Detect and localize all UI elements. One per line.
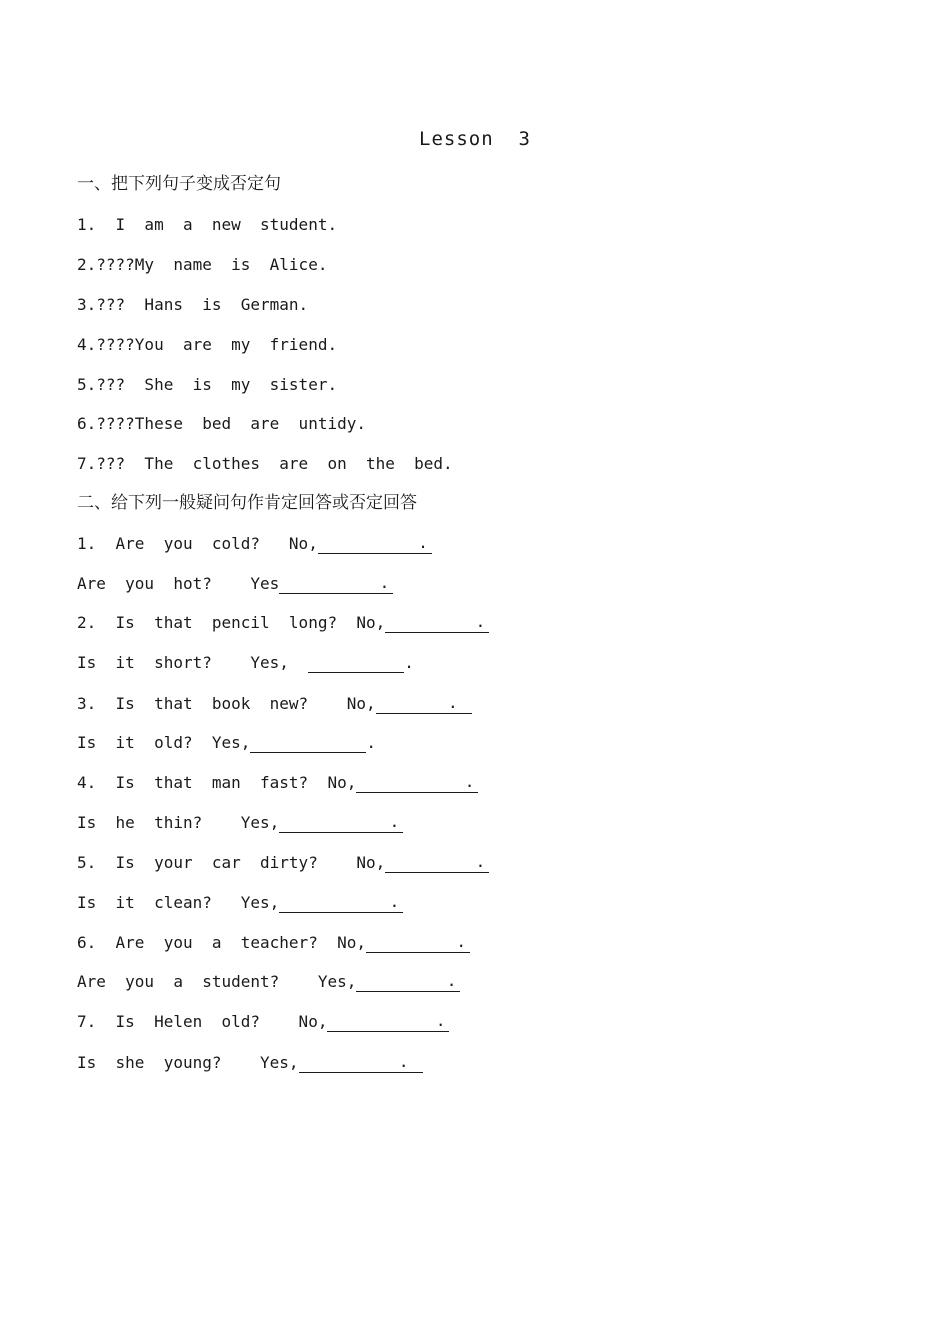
blank-period: . bbox=[389, 892, 400, 911]
answer-blank[interactable] bbox=[376, 695, 472, 714]
answer-blank[interactable] bbox=[279, 894, 403, 913]
page-title: Lesson 3 bbox=[419, 128, 531, 150]
question-text: 1. Are you cold? No, bbox=[77, 534, 318, 553]
blank-period: . bbox=[389, 812, 400, 831]
answer-blank[interactable] bbox=[356, 973, 460, 992]
question-7a bbox=[77, 1012, 449, 1032]
blank-period: . bbox=[404, 653, 414, 672]
question-6a bbox=[77, 933, 470, 953]
answer-blank[interactable] bbox=[356, 774, 478, 793]
question-text: 6. Are you a teacher? No, bbox=[77, 933, 366, 952]
answer-blank[interactable] bbox=[318, 535, 432, 554]
question-text: Are you hot? Yes bbox=[77, 574, 280, 593]
question-1a bbox=[77, 534, 432, 554]
answer-blank[interactable] bbox=[299, 1054, 423, 1073]
question-2b bbox=[77, 653, 414, 673]
blank-period: . bbox=[447, 693, 458, 712]
question-3a bbox=[77, 694, 472, 714]
question-4a bbox=[77, 773, 478, 793]
question-text: 5. Is your car dirty? No, bbox=[77, 853, 386, 872]
blank-period: . bbox=[446, 971, 457, 990]
question-text: Is it old? Yes, bbox=[77, 733, 251, 752]
sentence-3: 3.??? Hans is German. bbox=[77, 295, 309, 314]
sentence-5: 5.??? She is my sister. bbox=[77, 375, 338, 394]
question-text: 3. Is that book new? No, bbox=[77, 694, 376, 713]
blank-period: . bbox=[379, 573, 390, 592]
question-5b bbox=[77, 893, 403, 913]
question-text: 7. Is Helen old? No, bbox=[77, 1012, 328, 1031]
section-2-heading: 二、给下列一般疑问句作肯定回答或否定回答 bbox=[77, 493, 417, 513]
answer-blank[interactable] bbox=[279, 575, 393, 594]
sentence-2: 2.????My name is Alice. bbox=[77, 255, 328, 274]
question-text: Is it clean? Yes, bbox=[77, 893, 280, 912]
answer-blank[interactable] bbox=[385, 854, 489, 873]
question-5a bbox=[77, 853, 489, 873]
question-text: 4. Is that man fast? No, bbox=[77, 773, 357, 792]
section-1-heading: 一、把下列句子变成否定句 bbox=[77, 174, 281, 194]
blank-period: . bbox=[398, 1052, 409, 1071]
blank-period: . bbox=[464, 772, 475, 791]
sentence-4: 4.????You are my friend. bbox=[77, 335, 338, 354]
answer-blank[interactable] bbox=[366, 934, 470, 953]
question-3b bbox=[77, 733, 376, 753]
blank-period: . bbox=[475, 612, 486, 631]
question-text: Is it short? Yes, bbox=[77, 653, 309, 672]
question-1b bbox=[77, 574, 393, 594]
sentence-6: 6.????These bed are untidy. bbox=[77, 414, 366, 433]
answer-blank[interactable] bbox=[279, 814, 403, 833]
blank-period: . bbox=[475, 852, 486, 871]
answer-blank[interactable] bbox=[327, 1013, 449, 1032]
question-7b bbox=[77, 1053, 423, 1073]
question-text: Is he thin? Yes, bbox=[77, 813, 280, 832]
question-text: Is she young? Yes, bbox=[77, 1053, 299, 1072]
question-4b bbox=[77, 813, 403, 833]
question-text: 2. Is that pencil long? No, bbox=[77, 613, 386, 632]
answer-blank[interactable] bbox=[308, 654, 404, 673]
answer-blank[interactable] bbox=[250, 734, 366, 753]
blank-period: . bbox=[435, 1011, 446, 1030]
blank-period: . bbox=[456, 932, 466, 951]
question-text: Are you a student? Yes, bbox=[77, 972, 357, 991]
sentence-1: 1. I am a new student. bbox=[77, 215, 338, 234]
answer-blank[interactable] bbox=[385, 614, 489, 633]
sentence-7: 7.??? The clothes are on the bed. bbox=[77, 454, 453, 473]
blank-period: . bbox=[366, 733, 377, 752]
question-2a bbox=[77, 613, 489, 633]
question-6b bbox=[77, 972, 460, 992]
blank-period: . bbox=[418, 533, 428, 552]
